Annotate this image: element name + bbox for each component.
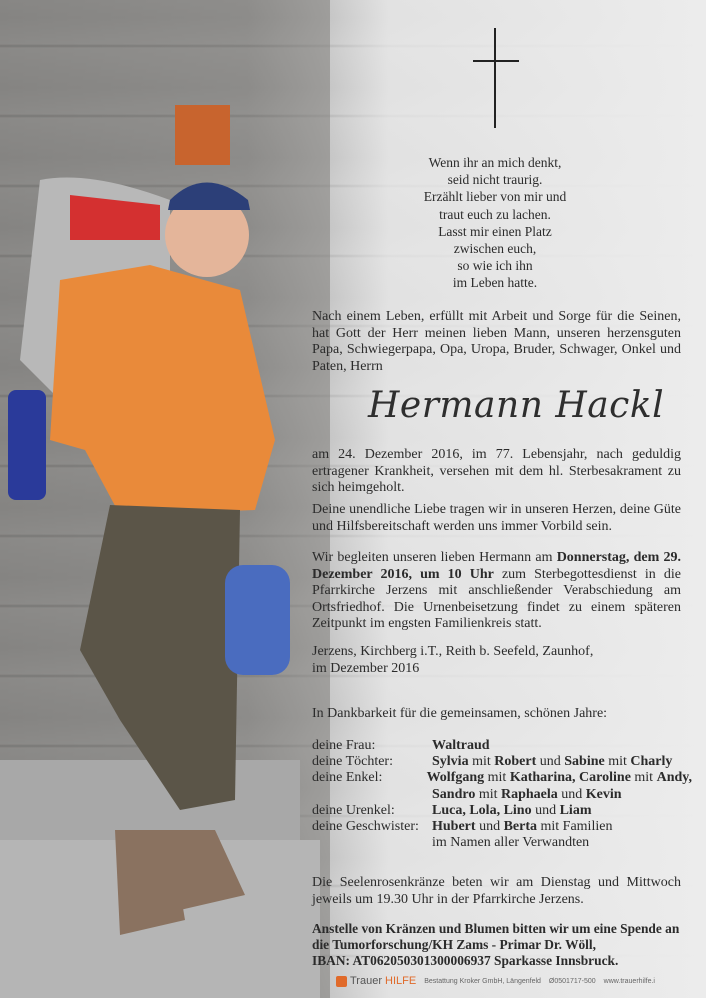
logo-text: Trauer [350, 975, 382, 987]
family-label: deine Enkel: [312, 770, 383, 786]
poem-line: traut euch zu lachen. [439, 206, 551, 222]
logo-text-highlight: HILFE [385, 975, 417, 987]
family-name: Luca, Lola, Lino [432, 802, 532, 818]
relatives-line: im Namen aller Verwandten [432, 835, 590, 851]
connector: mit Familien [537, 819, 613, 835]
thanks-line: In Dankbarkeit für die gemeinsamen, schönen Jahre: [312, 706, 608, 721]
death-paragraph: am 24. Dezember 2016, im 77. Lebensjahr, nach geduldig ertragener Krankheit, versehen mit dem hl. Sterbesakrament zu sich heimgeholt. [312, 447, 681, 496]
rosary-paragraph: Die Seelenrosenkränze beten wir am Dienstag und Mittwoch jeweils um 19.30 Uhr in der Pfarrkirche Jerzens. [312, 875, 681, 907]
intro-paragraph: Nach einem Leben, erfüllt mit Arbeit und Sorge für die Seinen, hat Gott der Herr meinen lieben Mann, unseren herzensguten Papa, Schwiegerpapa, Opa, Uropa, Bruder, Schwager, Onkel und Paten, Herrn [312, 309, 681, 374]
family-name: Waltraud [432, 738, 490, 753]
love-paragraph: Deine unendliche Liebe tragen wir in unseren Herzen, deine Güte und Hilfsbereitschaft werden uns immer Vorbild sein. [312, 502, 681, 534]
phone-number: Ø0501717-500 [548, 977, 596, 985]
family-name: Robert [494, 754, 537, 770]
donation-line: Anstelle von Kränzen und Blumen bitten wir um eine Spende an [312, 921, 680, 936]
place-date: im Dezember 2016 [312, 660, 420, 676]
connector: mit [475, 786, 501, 802]
poem-line: im Leben hatte. [452, 275, 538, 291]
cross-icon [473, 28, 519, 128]
place-block [312, 644, 681, 677]
donation-line: IBAN: AT062050301300006937 Sparkasse Innsbruck. [312, 953, 619, 969]
deceased-name: Hermann Hackl [368, 385, 665, 426]
family-name: Charly [630, 754, 673, 770]
family-label: deine Frau: [312, 738, 376, 753]
connector: und [557, 786, 586, 802]
family-row-daughters [312, 754, 692, 770]
poem-line: Lasst mir einen Platz [438, 223, 552, 239]
website-link[interactable]: www.trauerhilfe.i [603, 977, 655, 985]
place-line: Jerzens, Kirchberg i.T., Reith b. Seefeld, Zaunhof, [312, 644, 594, 659]
family-row-grandchildren [312, 770, 692, 786]
poem-line: Wenn ihr an mich denkt, [428, 155, 562, 170]
family-name: Kevin [585, 786, 622, 802]
poem-line: seid nicht traurig. [447, 172, 543, 188]
poem [400, 154, 590, 292]
poem-line: so wie ich ihn [457, 258, 533, 274]
funeral-pre: Wir begleiten unseren lieben Hermann am [312, 550, 557, 565]
family-label: deine Töchter: [312, 754, 393, 770]
family-row-siblings [312, 819, 692, 835]
connector: und [531, 802, 560, 818]
footer [336, 973, 680, 989]
company-name: Bestattung Kroker GmbH, Längenfeld [424, 977, 541, 985]
family-label: deine Urenkel: [312, 802, 395, 818]
funeral-post: zum Sterbegottesdienst in die Pfarrkirche Jerzens mit anschließender Verabschiedung am Ortsfriedhof. Die Urnenbeisetzung findet zu einem späteren Zeitpunkt im engsten Familienkreis statt. [312, 566, 681, 632]
poem-line: zwischen euch, [453, 241, 537, 257]
family-row-wife [312, 738, 692, 754]
connector: mit [468, 754, 495, 770]
family-name: Sandro [432, 786, 476, 802]
family-list [312, 738, 692, 851]
family-name: Katharina, Caroline [509, 770, 631, 786]
connector: und [536, 754, 565, 770]
poem-line: Erzählt lieber von mir und [423, 189, 567, 205]
family-name: Raphaela [501, 786, 558, 802]
donation-line: die Tumorforschung/KH Zams - Primar Dr. Wöll, [312, 937, 596, 953]
family-name: Wolfgang [426, 770, 485, 786]
connector: mit [484, 770, 510, 786]
trauerhilfe-logo[interactable] [336, 975, 416, 987]
connector: mit [630, 770, 657, 786]
family-row-great-grandchildren [312, 803, 692, 819]
family-name: Sylvia [432, 754, 469, 770]
family-row-relatives [312, 835, 692, 851]
family-name: Berta [503, 819, 537, 835]
logo-icon [336, 976, 347, 987]
family-name: Liam [559, 802, 592, 818]
family-name: Hubert [432, 819, 476, 835]
family-name: Andy, [656, 770, 692, 786]
family-row-grandchildren-2 [312, 787, 692, 803]
connector: mit [604, 754, 631, 770]
donation-paragraph [312, 921, 681, 970]
family-label: deine Geschwister: [312, 819, 419, 835]
family-name: Sabine [564, 754, 605, 770]
funeral-paragraph [312, 550, 681, 633]
connector: und [475, 819, 504, 835]
funeral-date: Donnerstag, dem 29. Dezember 2016, um 10 Uhr [312, 550, 681, 582]
portrait-photo [0, 0, 330, 998]
